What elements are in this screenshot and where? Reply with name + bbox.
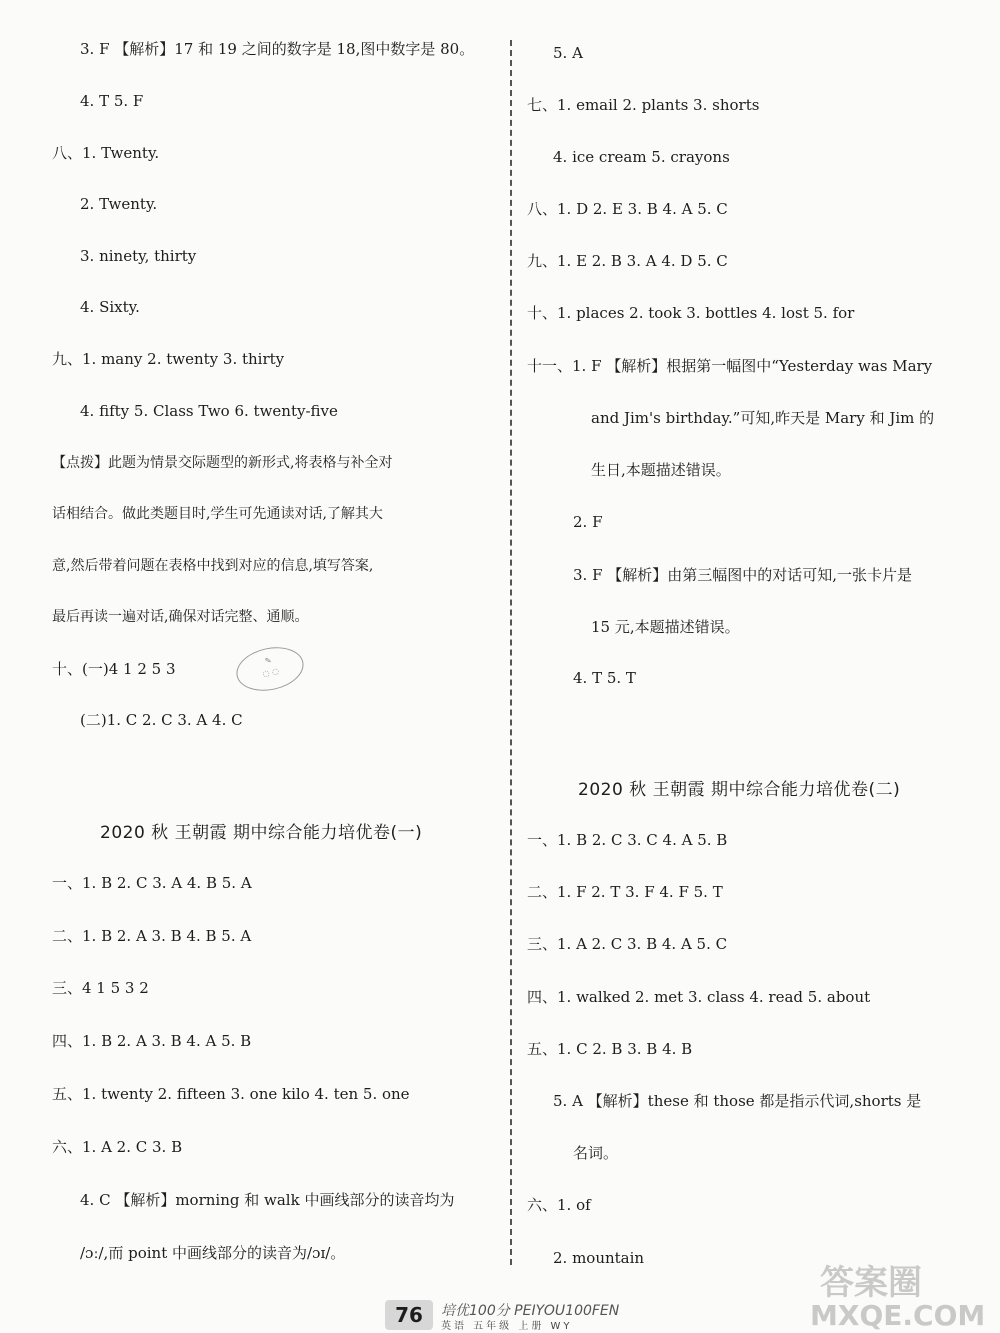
hint-line: 意,然后带着问题在表格中找到对应的信息,填写答案, xyxy=(52,558,374,574)
answer-line: 八、1. D 2. E 3. B 4. A 5. C xyxy=(527,200,728,218)
answer-line: 九、1. many 2. twenty 3. thirty xyxy=(52,350,285,368)
answer-line: 3. ninety, thirty xyxy=(80,247,197,265)
hint-line: 【点拨】此题为情景交际题型的新形式,将表格与补全对 xyxy=(52,455,393,471)
answer-line: 二、1. B 2. A 3. B 4. B 5. A xyxy=(52,927,252,945)
answer-line: 2. F xyxy=(573,513,603,531)
hint-line: 话相结合。做此类题目时,学生可先通读对话,了解其大 xyxy=(52,506,383,522)
answer-line: 4. fifty 5. Class Two 6. twenty-five xyxy=(80,402,338,420)
answer-line: 五、1. C 2. B 3. B 4. B xyxy=(527,1040,693,1058)
answer-line: 4. T 5. T xyxy=(573,669,636,687)
stamp-icon: ✎ ◌ ◌ xyxy=(232,641,307,696)
page-number: 76 xyxy=(385,1300,433,1330)
answer-line: 十、1. places 2. took 3. bottles 4. lost 5. for xyxy=(527,304,855,322)
answer-line: 3. F 【解析】17 和 19 之间的数字是 18,图中数字是 80。 xyxy=(80,40,475,58)
answer-line: 六、1. of xyxy=(527,1196,591,1214)
answer-line: 15 元,本题描述错误。 xyxy=(591,618,740,636)
answer-line: 七、1. email 2. plants 3. shorts xyxy=(527,96,760,114)
section-title: 2020 秋 王朝霞 期中综合能力培优卷(二) xyxy=(578,780,901,800)
answer-line: 4. T 5. F xyxy=(80,92,144,110)
answer-line: 4. C 【解析】morning 和 walk 中画线部分的读音均为 xyxy=(80,1191,455,1209)
brand-logo: 培优100分 PEIYOU100FEN xyxy=(441,1303,620,1319)
answer-line: 一、1. B 2. C 3. C 4. A 5. B xyxy=(527,831,728,849)
column-divider xyxy=(510,40,512,1265)
answer-line: 4. ice cream 5. crayons xyxy=(553,148,730,166)
answer-line: (二)1. C 2. C 3. A 4. C xyxy=(80,711,243,729)
footer-subtitle: 英语 五年级 上册 WY xyxy=(441,1321,573,1332)
answer-line: 5. A xyxy=(553,44,583,62)
answer-line: 2. mountain xyxy=(553,1249,645,1267)
answer-line: 九、1. E 2. B 3. A 4. D 5. C xyxy=(527,252,728,270)
answer-line: and Jim's birthday.”可知,昨天是 Mary 和 Jim 的 xyxy=(591,409,935,427)
answer-line: 十一、1. F 【解析】根据第一幅图中“Yesterday was Mary xyxy=(527,357,933,375)
answer-line: 生日,本题描述错误。 xyxy=(591,461,731,479)
answer-line: 5. A 【解析】these 和 those 都是指示代词,shorts 是 xyxy=(553,1092,922,1110)
answer-line: 2. Twenty. xyxy=(80,195,158,213)
answer-line: /ɔː/,而 point 中画线部分的读音为/ɔɪ/。 xyxy=(80,1244,346,1262)
answer-line: 名词。 xyxy=(573,1144,619,1162)
answer-line: 一、1. B 2. C 3. A 4. B 5. A xyxy=(52,874,252,892)
answer-line: 三、4 1 5 3 2 xyxy=(52,979,149,997)
answer-line: 四、1. B 2. A 3. B 4. A 5. B xyxy=(52,1032,252,1050)
watermark-url: MXQE.COM xyxy=(810,1299,986,1332)
page-footer xyxy=(385,1300,665,1333)
answer-line: 3. F 【解析】由第三幅图中的对话可知,一张卡片是 xyxy=(573,566,913,584)
answer-line: 八、1. Twenty. xyxy=(52,144,160,162)
watermark-text: 答案圈 xyxy=(820,1263,922,1303)
answer-line: 五、1. twenty 2. fifteen 3. one kilo 4. ten 5. one xyxy=(52,1085,410,1103)
watermark xyxy=(800,1255,1000,1333)
answer-line: 四、1. walked 2. met 3. class 4. read 5. about xyxy=(527,988,871,1006)
answer-line: 4. Sixty. xyxy=(80,298,140,316)
answer-line: 六、1. A 2. C 3. B xyxy=(52,1138,183,1156)
answer-line: 十、(一)4 1 2 5 3 xyxy=(52,660,176,678)
answer-line: 三、1. A 2. C 3. B 4. A 5. C xyxy=(527,935,728,953)
section-title: 2020 秋 王朝霞 期中综合能力培优卷(一) xyxy=(100,823,423,843)
hint-line: 最后再读一遍对话,确保对话完整、通顺。 xyxy=(52,609,309,625)
answer-line: 二、1. F 2. T 3. F 4. F 5. T xyxy=(527,883,723,901)
